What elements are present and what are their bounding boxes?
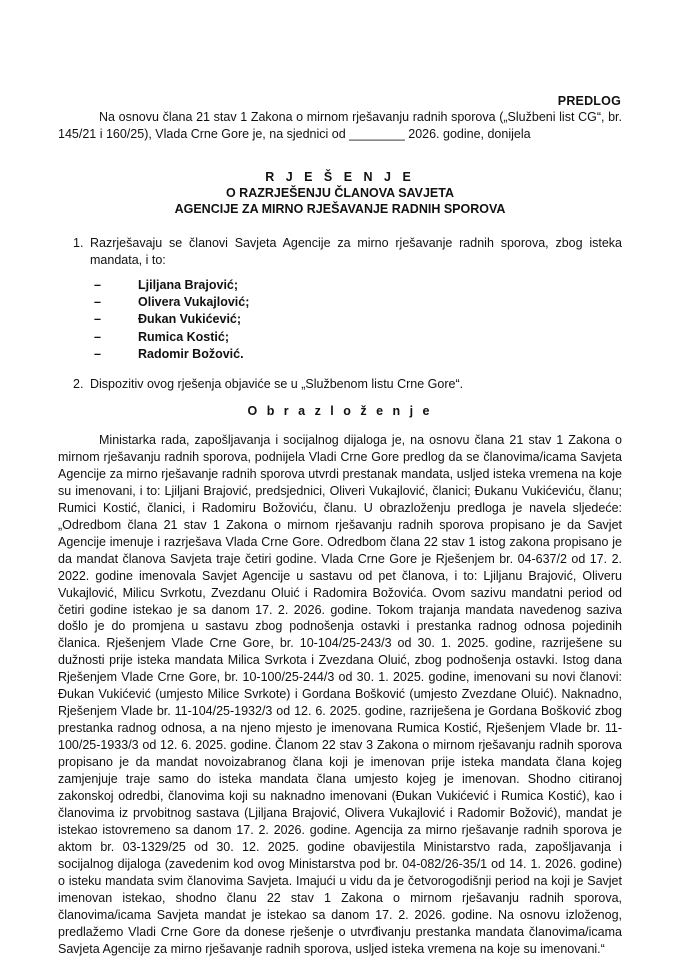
document-subtitle-line1: O RAZRJEŠENJU ČLANOVA SAVJETA — [225, 186, 455, 200]
numbered-item-2 — [73, 376, 622, 393]
document-subtitle-line2: AGENCIJE ZA MIRNO RJEŠAVANJE RADNIH SPOROVA — [174, 202, 506, 216]
explanation-body: Ministarka rada, zapošljavanja i socijalnog dijaloga je, na osnovu člana 21 stav 1 Zakona o mirnom rješavanju radnih sporova, podnijela Vladi Crne Gore predlog da se članovima/icama Savjeta Agencije za mirno rješavanje radnih sporova utvrdi prestanak mandata, usljed isteka vremena na koje su imenovani, i to: Ljiljani Brajović, predsjednici, Oliveri Vukajlović, članici; Đukanu Vukićeviću, članu; Rumici Kostić, članici, i Radomiru Božoviću, članu. U obrazloženju predloga je navela sljedeće: „Odredbom člana 21 stav 1 Zakona o mirnom rješavanju radnih sporova propisano je da Savjet Agencije imenuje i razrješava Vlada Crne Gore. Odredbom člana 22 stav 1 istog zakona propisano je da mandat članova Savjeta traje četiri godine. Vlada Crne Gore je Rješenjem br. 04-637/2 od 17. 2. 2022. godine imenovala Savjet Agencije u sastavu od pet članova, i to: Ljiljanu Brajović, Oliveru Vukajlović, Milicu Svrkotu, Zvezdanu Oluić i Radomira Božovića. Ovom sazivu mandatni period od četiri godine istekao je sa danom 17. 2. 2026. godine. Tokom trajanja mandata navedenog saziva došlo je do promjena u sastavu zbog podnošenja ostavki i prestanka radnog odnosa pojedinih članica. Rješenjem Vlade Crne Gore, br. 10-104/25-243/3 od 30. 1. 2025. godine, razriješene su dužnosti prije isteka mandata Milica Svrkota i Zvezdana Oluić, zbog podnošenja ostavki. Istog dana Rješenjem Vlade Crne Gore, br. 10-100/25-244/3 od 30. 1. 2025. godine, imenovani su novi članovi: Đukan Vukićević (umjesto Milice Svrkote) i Gordana Bošković (umjesto Zvezdane Oluić). Naknadno, Rješenjem Vlade br. 11-104/25-1932/3 od 12. 6. 2025. godine, razriješena je Gordana Bošković zbog prestanka radnog odnosa, a na njeno mjesto je imenovana Rumica Kostić, Rješenjem Vlade br. 11-100/25-1933/3 od 12. 6. 2025. godine. Članom 22 stav 3 Zakona o mirnom rješavanju radnih sporova propisano je da mandat novoizabranog člana koji je imenovan prije isteka mandata člana kojeg zamjenjuje traje samo do isteka mandata člana umjesto kojeg je imenovan. Shodno citiranoj zakonskoj odredbi, članovima koji su naknadno imenovani (Đukan Vukićević i Rumica Kostić), kao i članovima iz prvobitnog sastava (Ljiljana Brajović, Olivera Vukajlović i Radomir Božović), mandat je istekao istovremeno sa danom 17. 2. 2026. godine. Agencija za mirno rješavanje radnih sporova je aktom br. 03-1329/25 od 30. 12. 2025. godine obavijestila Ministarstvo rada, zapošljavanja i socijalnog dijaloga (zavedenim kod ovog Ministarstva pod br. 04-082/26-35/1 od 14. 1. 2026. godine) o isteku mandata svim članovima Savjeta. Imajući u vidu da je četvorogodišnji period na koji je Savjet imenovan istekao, shodno članu 22 stav 1 Zakona o mirnom rješavanju radnih sporova, članovima/icama Savjeta mandat je istekao sa danom 17. 2. 2026. godine. Na osnovu izloženog, predlažemo Vladi Crne Gore da donese rješenje o utvrđivanju prestanka mandata članovima/icama Savjeta Agencije za mirno rješavanje radnih sporova, usljed isteka vremena na koje su imenovani.“ — [58, 433, 622, 956]
list-dash: – — [94, 295, 101, 310]
list-dash: – — [94, 329, 101, 344]
list-dash: – — [94, 312, 101, 327]
member-name: Đukan Vukićević; — [138, 312, 242, 327]
member-name: Radomir Božović. — [138, 346, 244, 361]
item-text: Dispozitiv ovog rješenja objaviće se u „Službenom listu Crne Gore“. — [90, 377, 464, 391]
item-text: Razrješavaju se članovi Savjeta Agencije za mirno rješavanje radnih sporova, zbog isteka mandata, i to: — [90, 236, 622, 267]
member-name: Olivera Vukajlović; — [138, 295, 250, 310]
proposal-label: PREDLOG — [557, 94, 621, 108]
document-title: R J E Š E N J E — [265, 170, 415, 184]
numbered-item-1 — [73, 235, 622, 269]
member-name: Rumica Kostić; — [138, 329, 229, 344]
explanation-heading: O b r a z l o ž e n j e — [247, 404, 433, 418]
intro-paragraph: Na osnovu člana 21 stav 1 Zakona o mirnom rješavanju radnih sporova („Službeni list CG“, br. 145/21 i 160/25), Vlada Crne Gore je, na sjednici od ________ 2026. godine, donijela — [58, 110, 622, 141]
list-dash: – — [94, 346, 101, 361]
item-number: 1. — [73, 236, 84, 250]
item-number: 2. — [73, 377, 84, 391]
member-name: Ljiljana Brajović; — [138, 278, 239, 292]
list-dash: – — [94, 278, 101, 292]
